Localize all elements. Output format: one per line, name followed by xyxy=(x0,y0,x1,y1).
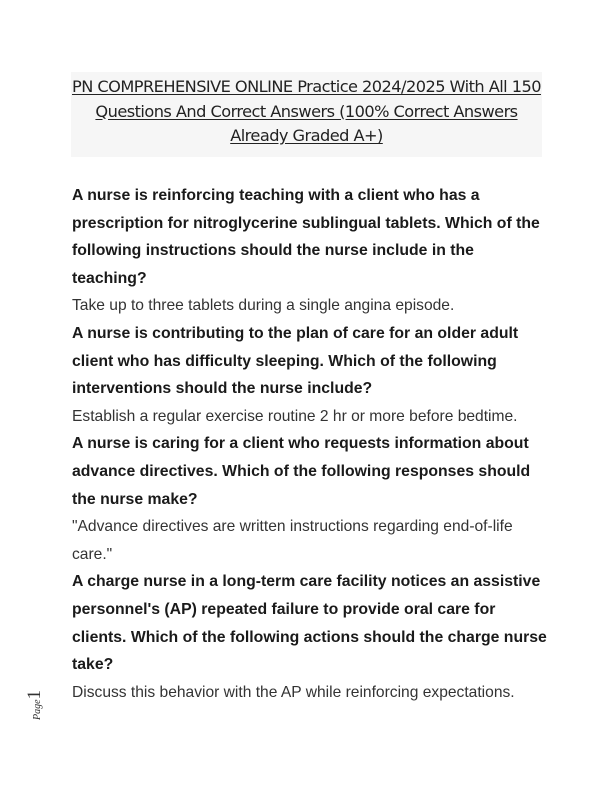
qa-item xyxy=(72,430,552,568)
answer-text: Establish a regular exercise routine 2 hr or more before bedtime. xyxy=(72,407,518,425)
page-number-footer xyxy=(24,682,50,722)
title-banner xyxy=(71,72,542,157)
question-text: A nurse is contributing to the plan of care for an older adult client who has difficulty sleeping. Which of the following interventions should the nurse include? xyxy=(72,324,519,398)
question-text: A charge nurse in a long-term care facility notices an assistive personnel's (AP) repeated failure to provide oral care for clients. Which of the following actions should the charge nurse take? xyxy=(72,573,547,674)
question-text: A nurse is caring for a client who requests information about advance directives. Which of the following responses should the nurse make? xyxy=(72,435,531,508)
page-label: Page xyxy=(32,699,43,720)
answer-text: Take up to three tablets during a single angina episode. xyxy=(72,297,455,315)
qa-item xyxy=(72,320,552,430)
qa-item xyxy=(72,182,552,320)
question-text: A nurse is reinforcing teaching with a client who has a prescription for nitroglycerine sublingual tablets. Which of the following instructions should the nurse include in the teaching? xyxy=(72,187,540,287)
page-number: 1 xyxy=(24,689,45,700)
page-number-rotated xyxy=(24,690,46,720)
qa-list xyxy=(72,182,552,706)
document-title: PN COMPREHENSIVE ONLINE Practice 2024/2025 With All 150 Questions And Correct Answers (100% Correct Answers Already Graded A+) xyxy=(72,77,541,145)
qa-item xyxy=(72,568,552,706)
answer-text: Discuss this behavior with the AP while reinforcing expectations. xyxy=(72,683,515,701)
answer-text: "Advance directives are written instructions regarding end-of-life care." xyxy=(72,518,513,563)
